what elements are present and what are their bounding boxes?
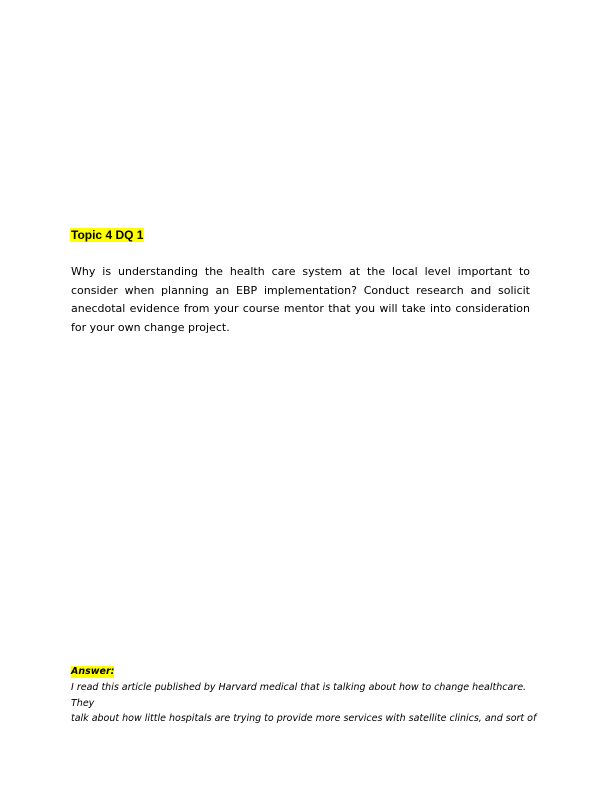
answer-text: I read this article published by Harvard medical that is talking about how to change healthcare. They talk about how little hospitals are trying to provide more services with satellite clinics, and sort of	[71, 682, 537, 724]
discussion-question: Why is understanding the health care system at the local level important to consider when planning an EBP implementation? Conduct research and solicit anecdotal evidence from your course mentor that you will take into consideration for your own change project.	[71, 265, 530, 334]
topic-heading: Topic 4 DQ 1	[71, 228, 144, 242]
answer-label: Answer:	[71, 666, 115, 677]
